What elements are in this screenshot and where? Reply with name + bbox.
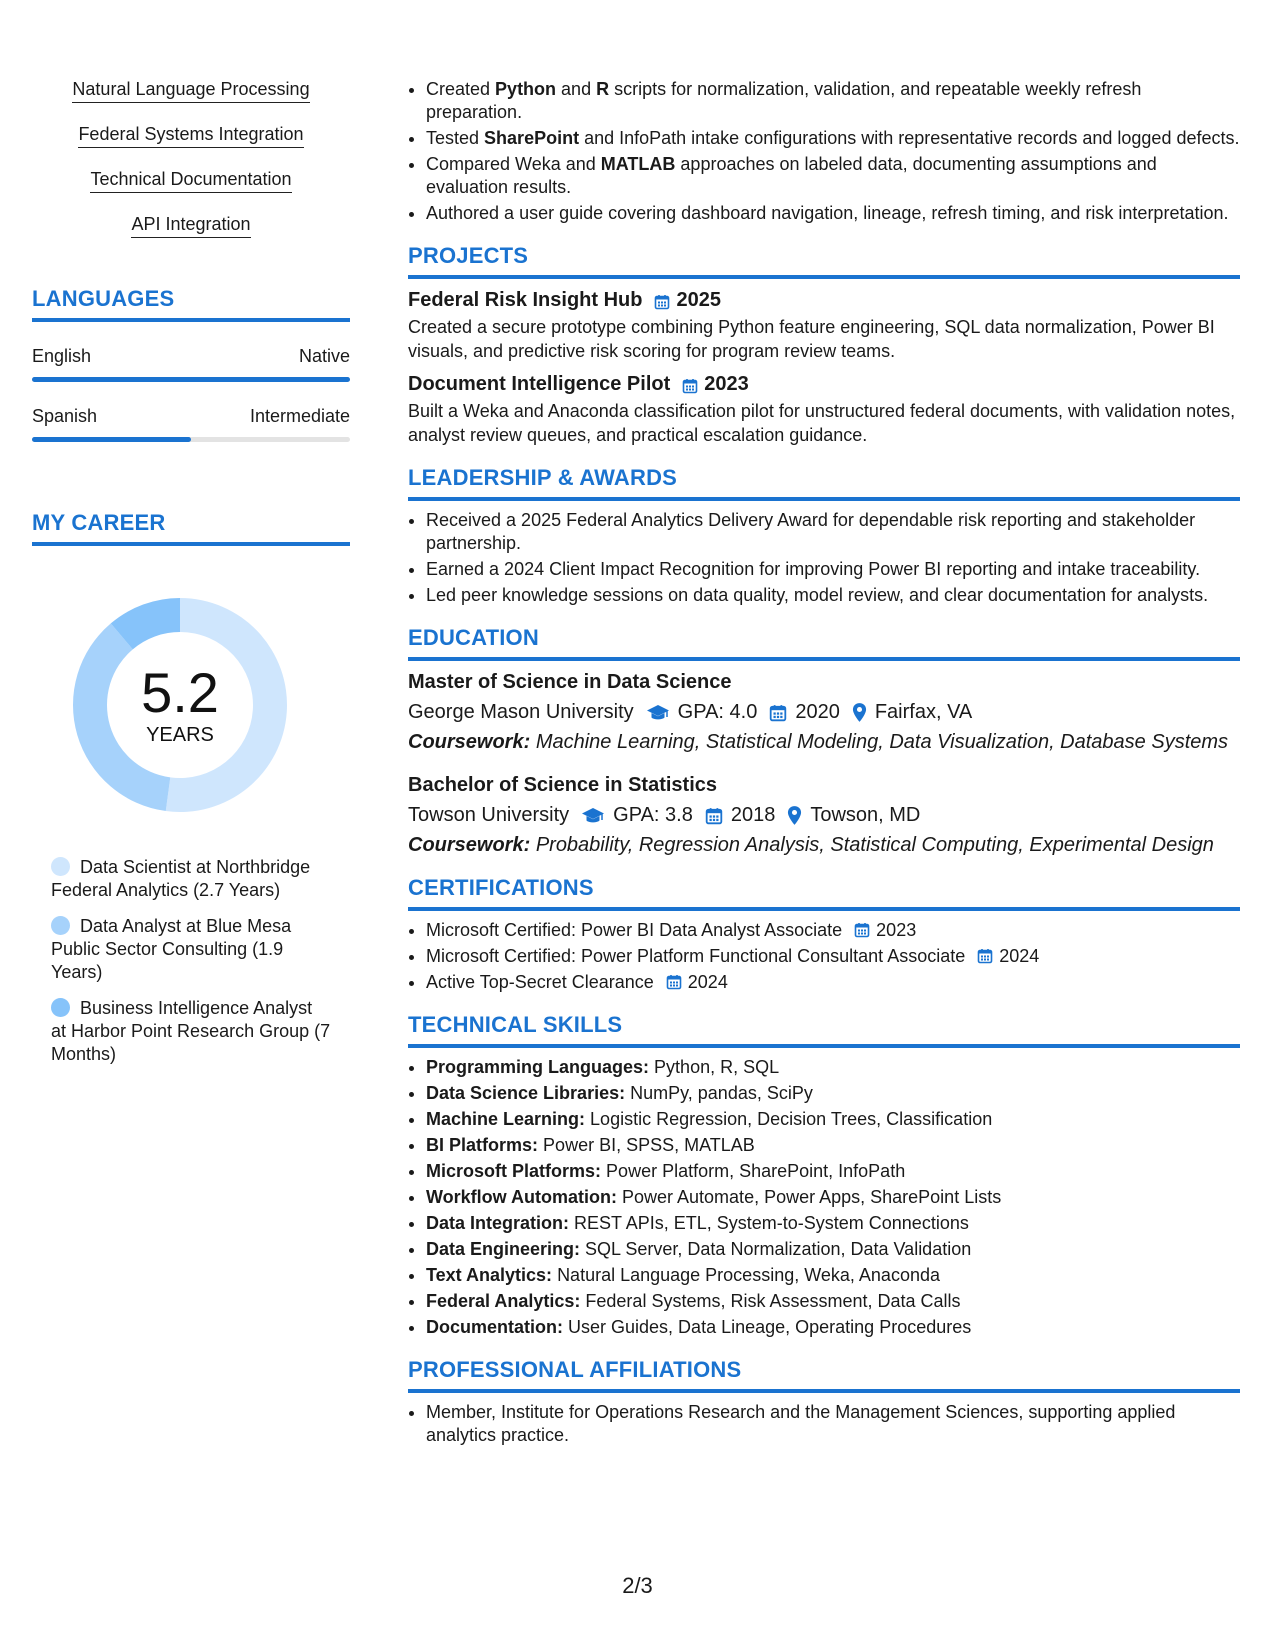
leadership-item: • Received a 2025 Federal Analytics Delivery Award for dependable risk reporting and stakeholder partnership.: [426, 509, 1240, 555]
career-legend-item: [51, 915, 331, 984]
page-number: 2/3: [622, 1573, 653, 1598]
certification-item: [426, 971, 1240, 994]
legend-dot-icon: [51, 916, 70, 935]
skill-values: Python, R, SQL: [654, 1057, 780, 1077]
career-section: [32, 510, 350, 1066]
technical-skill-item: [426, 1238, 1240, 1261]
project-item: [408, 373, 1240, 447]
location-pin-icon: [852, 702, 867, 723]
grad-year: 2020: [795, 701, 840, 723]
skill-values: Power Automate, Power Apps, SharePoint Lists: [622, 1187, 1002, 1207]
left-column: [32, 78, 350, 1079]
experience-bullet: • Created Python and R scripts for normalization, validation, and repeatable weekly refresh preparation.: [426, 78, 1240, 124]
languages-title: LANGUAGES: [32, 286, 350, 322]
experience-bullet: • Authored a user guide covering dashboard navigation, lineage, refresh timing, and risk interpretation.: [426, 202, 1240, 225]
legend-dot-icon: [51, 857, 70, 876]
certification-year: 2023: [876, 920, 917, 940]
language-level-fill: [32, 437, 191, 442]
degree: Bachelor of Science in Statistics: [408, 774, 717, 796]
calendar-icon: [666, 973, 682, 989]
technical-skill-item: [426, 1108, 1240, 1131]
skill-values: REST APIs, ETL, System-to-System Connections: [574, 1213, 969, 1233]
technical-skill-item: [426, 1186, 1240, 1209]
leadership-item: • Led peer knowledge sessions on data quality, model review, and clear documentation for analysts.: [426, 584, 1240, 607]
experience-bullet: • Tested SharePoint and InfoPath intake configurations with representative records and logged defects.: [426, 127, 1240, 150]
technical-skills-section: [408, 1012, 1240, 1339]
skill-tag: API Integration: [131, 213, 250, 238]
language-item: [32, 346, 350, 382]
technical-skill-item: [426, 1316, 1240, 1339]
language-level-bar: [32, 377, 350, 382]
coursework-label: Coursework:: [408, 834, 531, 856]
skill-category: Machine Learning:: [426, 1109, 586, 1129]
skill-tag: Federal Systems Integration: [78, 123, 303, 148]
calendar-icon: [705, 807, 723, 825]
language-level: Intermediate: [249, 406, 350, 426]
degree: Master of Science in Data Science: [408, 671, 732, 693]
certification-name: Microsoft Certified: Power BI Data Analyst Associate: [426, 920, 843, 940]
skill-category: BI Platforms:: [426, 1135, 539, 1155]
graduation-cap-icon: [646, 704, 670, 722]
career-legend-item: [51, 856, 331, 902]
project-year: 2025: [676, 289, 721, 311]
technical-skills-list: [408, 1056, 1240, 1339]
coursework: Machine Learning, Statistical Modeling, Data Visualization, Database Systems: [535, 731, 1229, 753]
skill-values: NumPy, pandas, SciPy: [630, 1083, 813, 1103]
certification-name: Microsoft Certified: Power Platform Functional Consultant Associate: [426, 946, 966, 966]
affiliation-item: • Member, Institute for Operations Research and the Management Sciences, supporting applied analytics practice.: [426, 1401, 1240, 1447]
certifications-title: CERTIFICATIONS: [408, 875, 1240, 911]
projects-section: [408, 243, 1240, 447]
school: George Mason University: [408, 701, 634, 723]
leadership-item: • Earned a 2024 Client Impact Recognition for improving Power BI reporting and intake traceability.: [426, 558, 1240, 581]
leadership-title: LEADERSHIP & AWARDS: [408, 465, 1240, 501]
skill-values: Power Platform, SharePoint, InfoPath: [606, 1161, 906, 1181]
language-name: English: [32, 346, 92, 366]
career-total-years: 5.2: [141, 660, 219, 724]
skill-values: User Guides, Data Lineage, Operating Procedures: [568, 1317, 972, 1337]
skill-category: Documentation:: [426, 1317, 563, 1337]
calendar-icon: [654, 293, 670, 309]
location: Towson, MD: [810, 804, 921, 826]
grad-year: 2018: [730, 804, 776, 826]
project-item: [408, 289, 1240, 363]
gpa: GPA: 3.8: [613, 804, 693, 826]
language-name: Spanish: [32, 406, 98, 426]
skill-category: Data Engineering:: [426, 1239, 581, 1259]
language-level: Native: [298, 346, 350, 366]
certification-year: 2024: [687, 972, 728, 992]
certification-year: 2024: [999, 946, 1040, 966]
education-section: [408, 625, 1240, 857]
location-pin-icon: [787, 805, 802, 826]
technical-skill-item: [426, 1082, 1240, 1105]
skill-values: Power BI, SPSS, MATLAB: [543, 1135, 755, 1155]
gpa: GPA: 4.0: [677, 701, 758, 723]
skill-tag: Technical Documentation: [90, 168, 291, 193]
skill-category: Data Integration:: [426, 1213, 570, 1233]
location: Fairfax, VA: [874, 701, 973, 723]
career-legend-item: [51, 997, 331, 1066]
certification-name: Active Top-Secret Clearance: [426, 972, 654, 992]
calendar-icon: [682, 377, 698, 393]
skill-values: Logistic Regression, Decision Trees, Classification: [590, 1109, 993, 1129]
skill-category: Data Science Libraries:: [426, 1083, 626, 1103]
coursework-label: Coursework:: [408, 731, 531, 753]
skill-tag: Natural Language Processing: [72, 78, 309, 103]
school: Towson University: [408, 804, 570, 826]
education-item: [408, 774, 1240, 857]
certifications-section: [408, 875, 1240, 994]
skill-values: Federal Systems, Risk Assessment, Data Calls: [585, 1291, 961, 1311]
project-name: Document Intelligence Pilot: [408, 373, 671, 395]
graduation-cap-icon: [581, 807, 605, 825]
skill-category: Workflow Automation:: [426, 1187, 617, 1207]
calendar-icon: [854, 921, 870, 937]
skill-category: Text Analytics:: [426, 1265, 553, 1285]
affiliations-title: PROFESSIONAL AFFILIATIONS: [408, 1357, 1240, 1393]
calendar-icon: [977, 947, 993, 963]
languages-section: [32, 286, 350, 442]
skill-category: Microsoft Platforms:: [426, 1161, 602, 1181]
education-item: [408, 671, 1240, 754]
project-year: 2023: [704, 373, 749, 395]
education-title: EDUCATION: [408, 625, 1240, 661]
skill-category: Programming Languages:: [426, 1057, 650, 1077]
career-legend-label: Business Intelligence Analyst at Harbor Point Research Group (7 Months): [51, 998, 331, 1064]
experience-bullet: • Compared Weka and MATLAB approaches on labeled data, documenting assumptions and evaluation results.: [426, 153, 1240, 199]
language-level-bar: [32, 437, 350, 442]
career-total-unit: YEARS: [146, 723, 214, 746]
certification-item: [426, 945, 1240, 968]
technical-skills-title: TECHNICAL SKILLS: [408, 1012, 1240, 1048]
language-level-fill: [32, 377, 350, 382]
legend-dot-icon: [51, 998, 70, 1017]
technical-skill-item: [426, 1264, 1240, 1287]
certification-item: [426, 919, 1240, 942]
technical-skill-item: [426, 1056, 1240, 1079]
project-description: Built a Weka and Anaconda classification pilot for unstructured federal documents, with validation notes, analyst review queues, and practical escalation guidance.: [408, 401, 1236, 445]
right-column: [408, 78, 1240, 1450]
projects-title: PROJECTS: [408, 243, 1240, 279]
skill-values: SQL Server, Data Normalization, Data Validation: [585, 1239, 972, 1259]
career-title: MY CAREER: [32, 510, 350, 546]
project-description: Created a secure prototype combining Python feature engineering, SQL data normalization, Power BI visuals, and predictive risk scoring for program review teams.: [408, 317, 1215, 361]
career-legend-label: Data Scientist at Northbridge Federal Analytics (2.7 Years): [51, 857, 311, 900]
calendar-icon: [769, 704, 787, 722]
coursework: Probability, Regression Analysis, Statistical Computing, Experimental Design: [535, 834, 1214, 856]
skill-values: Natural Language Processing, Weka, Anaconda: [557, 1265, 940, 1285]
skill-category: Federal Analytics:: [426, 1291, 581, 1311]
experience-bullets: [408, 78, 1240, 225]
technical-skill-item: [426, 1134, 1240, 1157]
skill-tags: [32, 78, 350, 258]
project-name: Federal Risk Insight Hub: [408, 289, 643, 311]
technical-skill-item: [426, 1212, 1240, 1235]
career-legend: [32, 856, 350, 1066]
technical-skill-item: [426, 1160, 1240, 1183]
technical-skill-item: [426, 1290, 1240, 1313]
language-item: [32, 406, 350, 442]
career-donut-chart: [65, 590, 295, 820]
affiliations-section: [408, 1357, 1240, 1447]
leadership-section: [408, 465, 1240, 607]
career-legend-label: Data Analyst at Blue Mesa Public Sector Consulting (1.9 Years): [51, 916, 292, 982]
